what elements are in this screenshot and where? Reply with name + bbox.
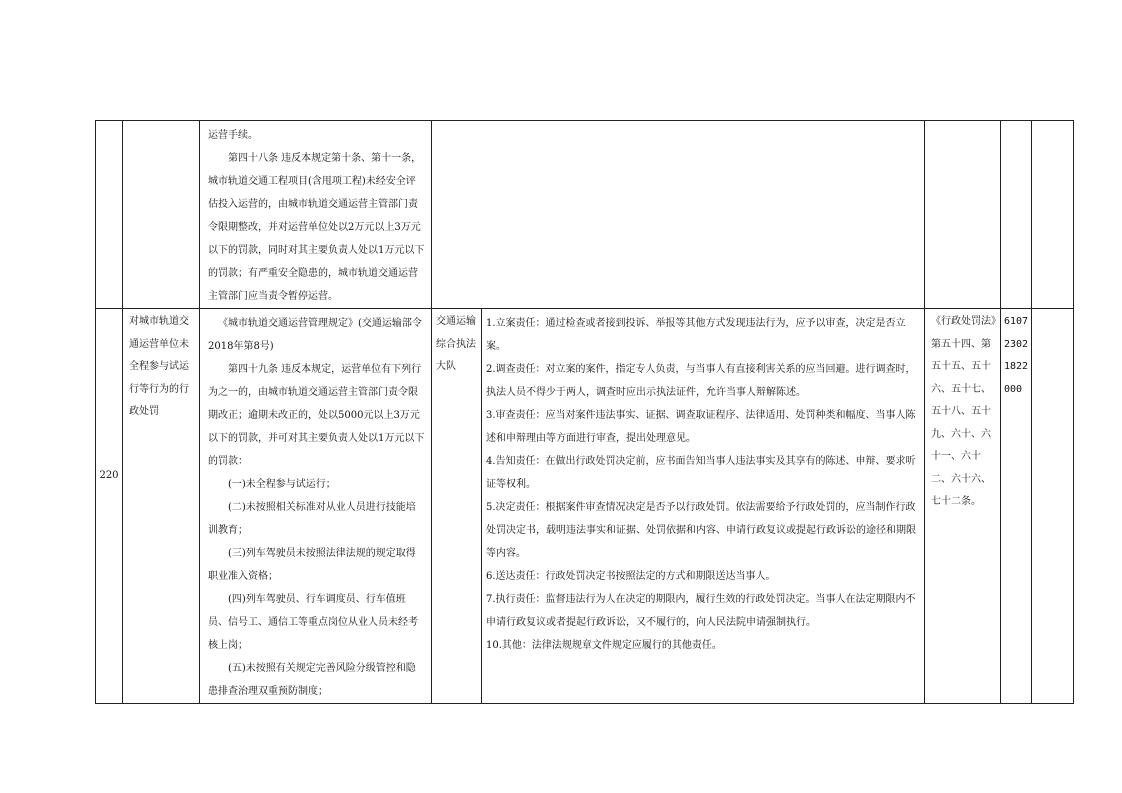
basis-line: (四)列车驾驶员、行车调度员、行车值班员、信号工、通信工等重点岗位从业人员未经考核上岗； — [208, 594, 418, 651]
table-row-continued — [96, 121, 1074, 309]
responsibility-item: 4.告知责任：在做出行政处罚决定前，应书面告知当事人违法事实及其享有的陈述、申辩、要求听证等权利。 — [486, 456, 916, 490]
basis-line: (三)列车驾驶员未按照法律法规的规定取得职业准入资格； — [208, 548, 416, 582]
responsibility-item: 2.调查责任：对立案的案件，指定专人负责，与当事人有直接利害关系的应当回避。进行调查时，执法人员不得少于两人，调查时应出示执法证件，允许当事人辩解陈述。 — [486, 364, 916, 398]
cell-accountability — [925, 309, 1001, 704]
cell-number — [96, 309, 123, 704]
cell-accountability-empty — [925, 121, 1001, 309]
responsibility-item: 10.其他：法律法规规章文件规定应履行的其他责任。 — [486, 640, 722, 651]
cell-remark — [1032, 309, 1074, 704]
cell-code — [1001, 309, 1032, 704]
responsibility-item: 1.立案责任：通过检查或者接到投诉、举报等其他方式发现违法行为，应予以审查，决定是否立案。 — [486, 318, 906, 352]
department: 交通运输综合执法大队 — [436, 316, 476, 372]
item-name: 对城市轨道交通运营单位未全程参与试运行等行为的行政处罚 — [129, 316, 189, 417]
basis-line: 第四十八条 违反本规定第十条、第十一条，城市轨道交通工程项目(含甩项工程)未经安全评估投入运营的，由城市轨道交通运营主管部门责令限期整改，并对运营单位处以2万元以上3万元以下的罚款，同时对其主要负责人处以1万元以下的罚款；有严重安全隐患的，城市轨道交通运营主管部门应当责令暂停运营。 — [208, 153, 425, 302]
responsibility-item: 7.执行责任：监督违法行为人在决定的期限内，履行生效的行政处罚决定。当事人在法定期限内不申请行政复议或者提起行政诉讼，又不履行的，向人民法院申请强制执行。 — [486, 594, 916, 628]
cell-basis-continued — [200, 121, 432, 309]
cell-item-empty — [123, 121, 200, 309]
cell-item-name — [123, 309, 200, 704]
table-row-220 — [96, 309, 1074, 704]
row-number: 220 — [99, 470, 119, 481]
basis-line: 第四十九条 违反本规定，运营单位有下列行为之一的，由城市轨道交通运营主管部门责令限期改正；逾期未改正的，处以5000元以上3万元以下的罚款，并可对其主要负责人处以1万元以下的罚款： — [208, 364, 425, 467]
cell-code-empty — [1001, 121, 1032, 309]
basis-line: (二)未按照相关标准对从业人员进行技能培训教育； — [208, 502, 416, 536]
cell-department — [432, 309, 482, 704]
responsibility-item: 3.审查责任：应当对案件违法事实、证据、调查取证程序、法律适用、处罚种类和幅度、当事人陈述和申辩理由等方面进行审查，提出处理意见。 — [486, 410, 916, 444]
basis-line: (五)未按照有关规定完善风险分级管控和隐患排查治理双重预防制度； — [208, 663, 416, 697]
cell-number-empty — [96, 121, 123, 309]
item-code: 610723021822000 — [1004, 316, 1029, 395]
cell-basis — [200, 309, 432, 704]
responsibility-item: 5.决定责任：根据案件审查情况决定是否予以行政处罚。依法需要给予行政处罚的，应当制作行政处罚决定书，载明违法事实和证据、处罚依据和内容、申请行政复议或提起行政诉讼的途径和期限等内容。 — [486, 502, 916, 559]
basis-line: (一)未全程参与试运行； — [228, 479, 336, 490]
cell-responsibilities — [482, 309, 925, 704]
document-table — [95, 120, 1074, 704]
cell-remark-empty — [1032, 121, 1074, 309]
cell-empty-merged — [432, 121, 925, 309]
basis-line: 《城市轨道交通运营管理规定》(交通运输部令 2018年第8号) — [208, 318, 422, 352]
basis-line: 运营手续。 — [208, 130, 258, 141]
accountability-basis: 《行政处罚法》第五十四、第五十五、五十六、五十七、五十八、五十九、六十、六十一、六十二、六十六、七十二条。 — [931, 316, 996, 507]
responsibility-item: 6.送达责任：行政处罚决定书按照法定的方式和期限送达当事人。 — [486, 571, 776, 582]
